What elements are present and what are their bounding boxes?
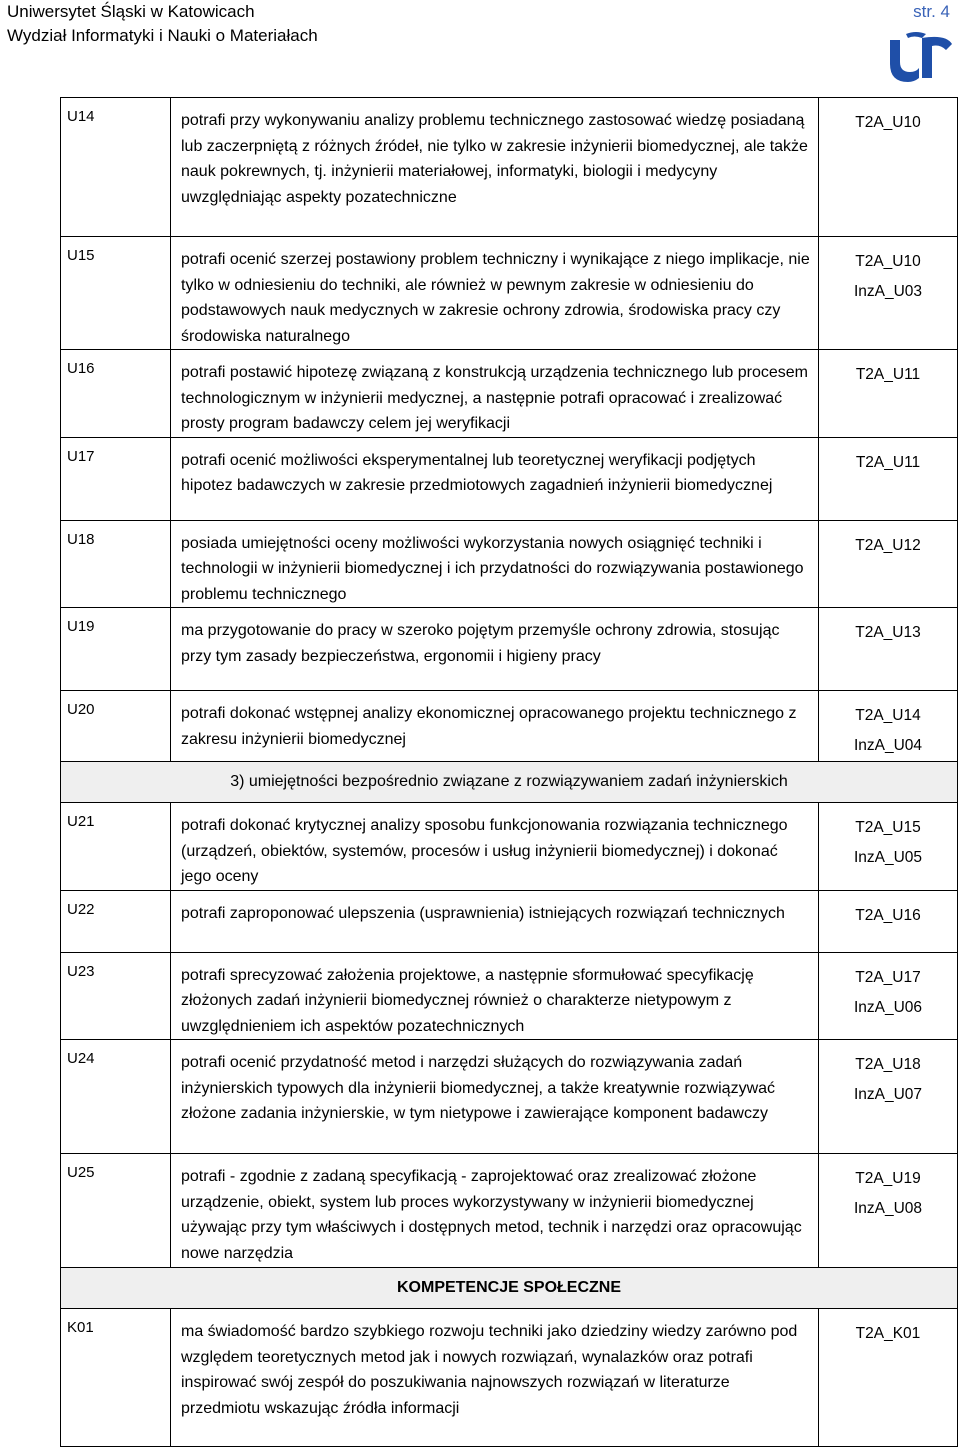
outcome-description: potrafi ocenić możliwości eksperymentalnej lub teoretycznej weryfikacji podjętych hipotez badawczych w zakresie przedmiotowych zagadnień inżynierii biomedycznej <box>171 437 819 520</box>
reference-code: InzA_U04 <box>853 737 923 754</box>
reference-code: T2A_U18 <box>855 1056 921 1073</box>
university-logo <box>886 30 954 84</box>
outcome-code: U14 <box>61 98 171 237</box>
outcome-code: U19 <box>61 608 171 691</box>
outcome-row <box>61 237 958 350</box>
outcome-row <box>61 691 958 762</box>
outcome-references <box>819 1309 958 1447</box>
outcome-description: potrafi - zgodnie z zadaną specyfikacją - zaprojektować oraz zrealizować złożone urządzenie, obiekt, system lub proces wykorzystywany w inżynierii biomedycznej używając przy tym właściwych i dostępnych metod, technik i narzędzi oraz opracowując nowe narzędzia <box>171 1154 819 1268</box>
outcome-references <box>819 608 958 691</box>
outcome-description: potrafi ocenić szerzej postawiony problem techniczny i wynikające z niego implikacje, nie tylko w odniesieniu do techniki, ale również w pewnym zakresie w odniesieniu do podstawowych nauk medycznych w zakresie ochrony zdrowia, środowiska pracy czy środowiska naturalnego <box>171 237 819 350</box>
reference-code: InzA_U07 <box>853 1086 923 1103</box>
outcome-description: potrafi zaproponować ulepszenia (usprawnienia) istniejących rozwiązań technicznych <box>171 890 819 952</box>
reference-code: T2A_U10 <box>855 114 921 131</box>
reference-code: T2A_U16 <box>855 906 921 924</box>
reference-code: T2A_U14 <box>855 707 921 724</box>
page-number: str. 4 <box>913 2 950 21</box>
outcome-references <box>819 350 958 438</box>
outcome-code: U25 <box>61 1154 171 1268</box>
faculty-name: Wydział Informatyki i Nauki o Materiałach <box>7 26 318 45</box>
reference-code: T2A_U17 <box>855 968 921 986</box>
reference-code: T2A_U19 <box>855 1170 921 1187</box>
outcome-code: U20 <box>61 691 171 762</box>
outcome-description: potrafi sprecyzować założenia projektowe, a następnie sformułować specyfikację złożonych zadań inżynierii biomedycznej również o charakterze nietypowym z uwzględnieniem ich aspektów pozatechnicznych <box>171 952 819 1040</box>
section-heading-engineering: 3) umiejętności bezpośrednio związane z rozwiązywaniem zadań inżynierskich <box>61 762 958 803</box>
reference-code: T2A_U10 <box>855 253 921 270</box>
section-heading-social-row <box>61 1268 958 1309</box>
section-heading-engineering-row <box>61 762 958 803</box>
outcome-row <box>61 1040 958 1154</box>
reference-code: InzA_U06 <box>853 998 923 1016</box>
learning-outcomes-table <box>60 97 958 1447</box>
outcome-row <box>61 1154 958 1268</box>
reference-code: T2A_K01 <box>855 1325 921 1342</box>
outcome-code: U23 <box>61 952 171 1040</box>
outcome-references <box>819 520 958 608</box>
outcome-references <box>819 1154 958 1268</box>
outcome-code: U15 <box>61 237 171 350</box>
reference-code: InzA_U03 <box>853 283 923 300</box>
outcome-references <box>819 691 958 762</box>
outcome-row <box>61 98 958 237</box>
outcome-row <box>61 890 958 952</box>
reference-code: T2A_U11 <box>855 366 921 383</box>
outcome-code: U16 <box>61 350 171 438</box>
outcome-description: posiada umiejętności oceny możliwości wykorzystania nowych osiągnięć techniki i technologii w inżynierii biomedycznej i ich przydatności do rozwiązywania postawionego problemu technicznego <box>171 520 819 608</box>
outcome-description: potrafi dokonać krytycznej analizy sposobu funkcjonowania rozwiązania technicznego (urządzeń, obiektów, systemów, procesów i usług inżynierii biomedycznej) i dokonać jego oceny <box>171 803 819 891</box>
outcome-references <box>819 890 958 952</box>
outcome-row <box>61 608 958 691</box>
outcome-references <box>819 952 958 1040</box>
reference-code: T2A_U15 <box>855 819 921 836</box>
outcome-row <box>61 1309 958 1447</box>
outcome-references <box>819 437 958 520</box>
reference-code: T2A_U11 <box>855 453 921 471</box>
outcome-description: potrafi ocenić przydatność metod i narzędzi służących do rozwiązywania zadań inżynierskich typowych dla inżynierii biomedycznej, a także kreatywnie rozwiązywać złożone zadania inżynierskie, w tym nietypowe i zawierające komponent badawczy <box>171 1040 819 1154</box>
outcome-references <box>819 98 958 237</box>
outcome-code: K01 <box>61 1309 171 1447</box>
reference-code: InzA_U05 <box>853 849 923 866</box>
outcome-row <box>61 437 958 520</box>
reference-code: T2A_U13 <box>855 624 921 641</box>
outcome-row <box>61 952 958 1040</box>
outcome-description: potrafi przy wykonywaniu analizy problemu technicznego zastosować wiedzę posiadaną lub zaczerpniętą z różnych źródeł, nie tylko w zakresie inżynierii biomedycznej, ale także nauk pokrewnych, tj. inżynierii materiałowej, informatyki, biologii i medycyny uwzględniając aspekty pozatechniczne <box>171 98 819 237</box>
outcome-references <box>819 803 958 891</box>
outcome-description: potrafi dokonać wstępnej analizy ekonomicznej opracowanego projektu technicznego z zakresu inżynierii biomedycznej <box>171 691 819 762</box>
outcome-code: U24 <box>61 1040 171 1154</box>
page-header <box>0 0 960 96</box>
outcome-description: ma przygotowanie do pracy w szeroko pojętym przemyśle ochrony zdrowia, stosując przy tym zasady bezpieczeństwa, ergonomii i higieny pracy <box>171 608 819 691</box>
outcome-references <box>819 1040 958 1154</box>
outcome-code: U17 <box>61 437 171 520</box>
section-heading-social: KOMPETENCJE SPOŁECZNE <box>61 1268 958 1309</box>
outcome-code: U22 <box>61 890 171 952</box>
outcome-code: U21 <box>61 803 171 891</box>
outcome-row <box>61 520 958 608</box>
university-name: Uniwersytet Śląski w Katowicach <box>7 2 255 21</box>
reference-code: InzA_U08 <box>853 1200 923 1217</box>
reference-code: T2A_U12 <box>855 536 921 554</box>
outcome-row <box>61 350 958 438</box>
outcome-references <box>819 237 958 350</box>
outcome-description: potrafi postawić hipotezę związaną z konstrukcją urządzenia technicznego lub procesem technologicznym w inżynierii medycznej, a następnie potrafi opracować i zrealizować prosty program badawczy celem jej weryfikacji <box>171 350 819 438</box>
outcome-code: U18 <box>61 520 171 608</box>
outcome-description: ma świadomość bardzo szybkiego rozwoju techniki jako dziedziny wiedzy zarówno pod względem teoretycznych metod jak i nowych rozwiązań, wynalazków oraz potrafi inspirować swój zespół do poszukiwania najnowszych rozwiązań w literaturze przedmiotu wskazując źródła informacji <box>171 1309 819 1447</box>
outcome-row <box>61 803 958 891</box>
